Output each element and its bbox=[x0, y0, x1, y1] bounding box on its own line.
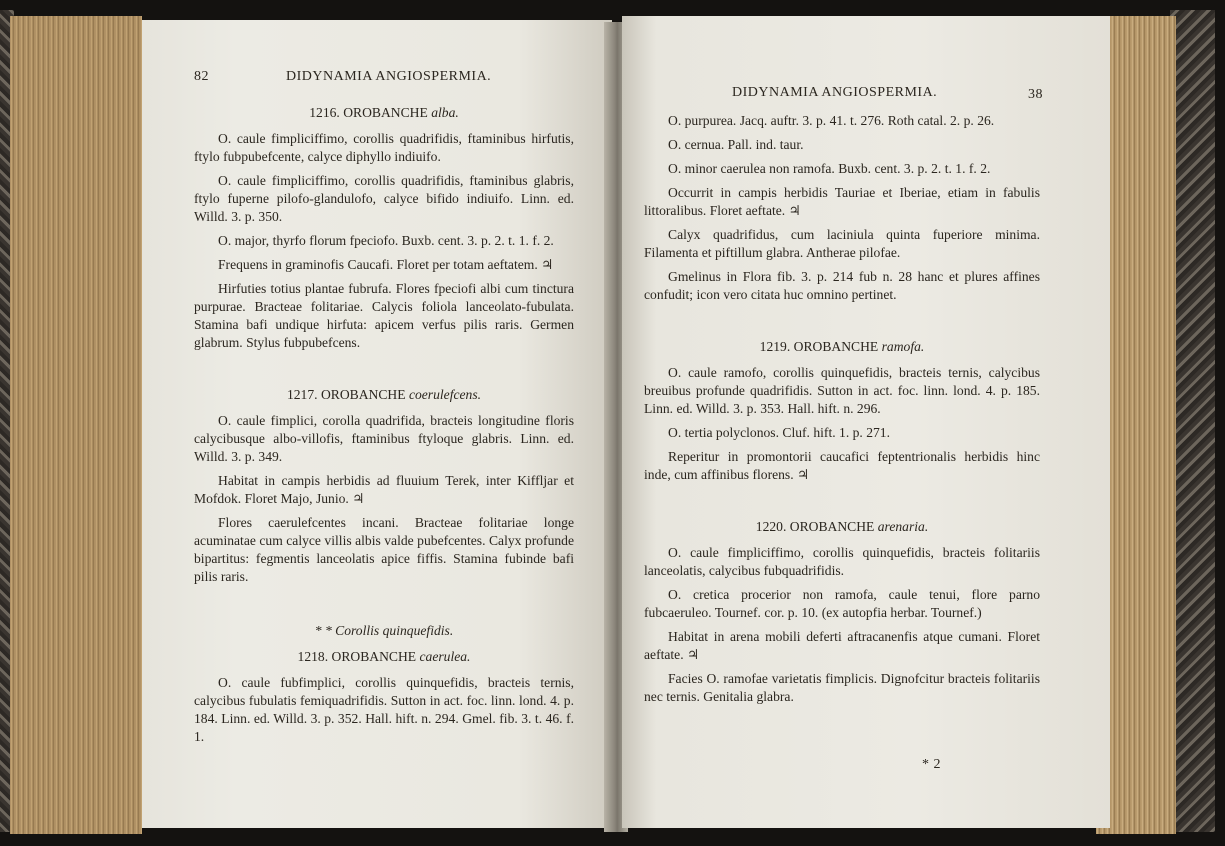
section-heading: * * Corollis quinquefidis. bbox=[314, 623, 454, 638]
paragraph: O. minor caerulea non ramofa. Buxb. cent. 3. p. 2. t. 1. f. 2. bbox=[668, 161, 991, 176]
paragraph: O. tertia polyclonos. Cluf. hift. 1. p. 271. bbox=[668, 425, 891, 440]
paragraph: Flores caerulefcentes incani. Bracteae folitariae longe acuminatae cum calyce villis albis valde pubefcentes. Calyx profunde bipartitus: fegmentis lanceolatis apice fiffis. Stamina fubinde bafi pilis raris. bbox=[194, 515, 574, 584]
right-page bbox=[622, 16, 1110, 828]
paragraph: Frequens in graminofis Caucafi. Floret per totam aeftatem. ♃ bbox=[218, 257, 554, 272]
paragraph: Calyx quadrifidus, cum laciniula quinta fuperiore minima. Filamenta et piftillum glabra. Antherae pilofae. bbox=[644, 227, 1040, 260]
paragraph: Occurrit in campis herbidis Tauriae et Iberiae, etiam in fabulis littoralibus. Floret aeftate. ♃ bbox=[644, 185, 1040, 218]
paragraph: O. cernua. Pall. ind. taur. bbox=[668, 137, 804, 152]
left-page-text bbox=[194, 76, 574, 752]
paragraph: O. caule fubfimplici, corollis quinquefidis, bracteis ternis, calycibus fubulatis femiquadrifidis. Sutton in act. foc. linn. lond. 4. p. 184. Linn. ed. Willd. 3. p. 352. Hall. hift. n. 294. Gmel. fib. 3. t. 46. f. 1. bbox=[194, 675, 574, 744]
paragraph: O. purpurea. Jacq. auftr. 3. p. 41. t. 276. Roth catal. 2. p. 26. bbox=[668, 113, 995, 128]
entry-title-1220: 1220. OROBANCHE arenaria. bbox=[755, 519, 929, 534]
left-running-header: DIDYNAMIA ANGIOSPERMIA. bbox=[286, 69, 492, 84]
right-running-header: DIDYNAMIA ANGIOSPERMIA. bbox=[732, 85, 938, 100]
paragraph: O. major, thyrfo florum fpeciofo. Buxb. cent. 3. p. 2. t. 1. f. 2. bbox=[218, 233, 554, 248]
left-page-number: 82 bbox=[194, 69, 209, 84]
paragraph: O. caule fimpliciffimo, corollis quadrifidis, ftaminibus glabris, ftylo fuperne pilofo-glandulofo, calyce bifido indiuifo. Linn. ed. Willd. 3. p. 350. bbox=[194, 173, 574, 224]
entry-title-1218: 1218. OROBANCHE caerulea. bbox=[297, 649, 471, 664]
right-page-number: 38 bbox=[1028, 87, 1043, 102]
paragraph: O. caule fimplici, corolla quadrifida, bracteis longitudine floris calycibusque albo-villofis, ftaminibus ftyloque glabris. Linn. ed. Willd. 3. p. 349. bbox=[194, 413, 574, 464]
paragraph: Gmelinus in Flora fib. 3. p. 214 fub n. 28 hanc et plures affines confudit; icon vero citata huc omnino pertinet. bbox=[644, 269, 1040, 302]
paragraph: Habitat in arena mobili deferti aftracanenfis atque cumani. Floret aeftate. ♃ bbox=[644, 629, 1040, 662]
paragraph: O. cretica procerior non ramofa, caule tenui, flore parno fubcaeruleo. Tournef. cor. p. 10. (ex autopfia herbar. Tournef.) bbox=[644, 587, 1040, 620]
left-page bbox=[142, 20, 612, 828]
paragraph: Reperitur in promontorii caucafici feptentrionalis herbidis hinc inde, cum affinibus florens. ♃ bbox=[644, 449, 1040, 482]
right-page-text bbox=[644, 112, 1040, 712]
page-edges-left bbox=[10, 16, 142, 834]
paragraph: O. caule ramofo, corollis quinquefidis, bracteis ternis, calycibus breuibus profunde quadrifidis. Sutton in act. foc. linn. lond. 4. p. 185. Linn. ed. Willd. 3. p. 353. Hall. hift. n. 296. bbox=[644, 365, 1040, 416]
paragraph: O. caule fimpliciffimo, corollis quinquefidis, bracteis folitariis lanceolatis, calycibus fubquadrifidis. bbox=[644, 545, 1040, 578]
entry-title-1217: 1217. OROBANCHE coerulefcens. bbox=[286, 387, 482, 402]
signature-mark: * 2 bbox=[922, 757, 941, 772]
paragraph: O. caule fimpliciffimo, corollis quadrifidis, ftaminibus hirfutis, ftylo fubpubefcente, calyce diphyllo indiuifo. bbox=[194, 131, 574, 164]
entry-title-1216: 1216. OROBANCHE alba. bbox=[309, 105, 459, 120]
book-cover-right bbox=[1170, 10, 1215, 832]
paragraph: Hirfuties totius plantae fubrufa. Flores fpeciofi albi cum tinctura purpurae. Bracteae folitariae. Calycis foliola lanceolato-fubulata. Stamina bafi undique hirfuta: apicem verfus pilis raris. Germen glabrum. Stylus fubpubefcens. bbox=[194, 281, 574, 350]
entry-title-1219: 1219. OROBANCHE ramofa. bbox=[759, 339, 925, 354]
paragraph: Habitat in campis herbidis ad fluuium Terek, inter Kiffljar et Mofdok. Floret Majo, Junio. ♃ bbox=[194, 473, 574, 506]
paragraph: Facies O. ramofae varietatis fimplicis. Dignofcitur bracteis folitariis nec ternis. Genitalia glabra. bbox=[644, 671, 1040, 704]
